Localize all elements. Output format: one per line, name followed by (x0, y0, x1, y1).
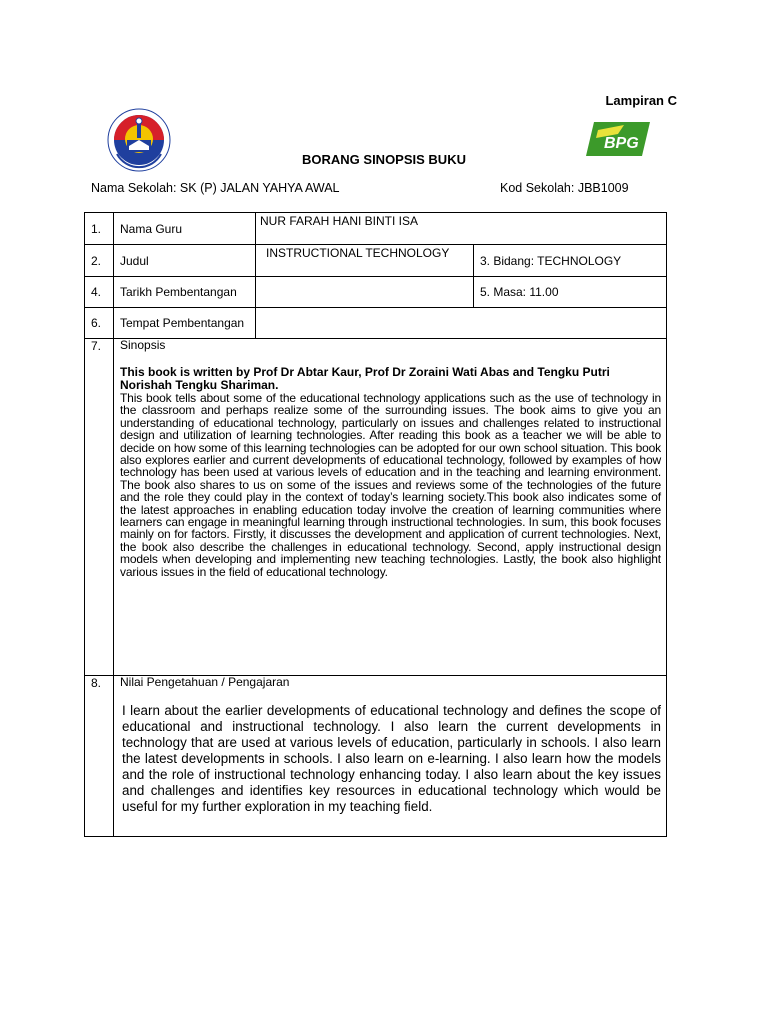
appendix-label: Lampiran C (605, 93, 677, 108)
presentation-place-value (256, 308, 667, 339)
row-number: 7. (85, 339, 114, 676)
form-title: BORANG SINOPSIS BUKU (302, 152, 466, 167)
svg-text:BPG: BPG (604, 135, 639, 152)
book-title-value: INSTRUCTIONAL TECHNOLOGY (256, 245, 474, 277)
field-label-presentation-place: Tempat Pembentangan (114, 308, 256, 339)
teacher-name-value: NUR FARAH HANI BINTI ISA (256, 213, 667, 245)
field-label-teacher-name: Nama Guru (114, 213, 256, 245)
row-number: 1. (85, 213, 114, 245)
table-row (85, 213, 667, 245)
field-label-title: Judul (114, 245, 256, 277)
table-row (85, 308, 667, 339)
table-row (85, 245, 667, 277)
school-code: Kod Sekolah: JBB1009 (500, 181, 629, 195)
field-label-presentation-date: Tarikh Pembentangan (114, 277, 256, 308)
table-row (85, 676, 667, 837)
synopsis-body: This book tells about some of the educational technology applications such as the use of technology in the classroom and perhaps realize some of the surrounding issues. The book aims to give you an understanding of educational technology, particularly on issues and challenges related to instructional design and utilization of learning technologies. After reading this book as a teacher we will be able to decide on how some of this learning technologies can be adopted for our own school situation. This book also explores earlier and current developments of educational technology, followed by examples of how technology has been used at various levels of education and in the teaching and learning environment. The book also shares to us on some of the issues and reviews some of the technologies of the future and the role they could play in the context of today’s learning society.This book also indicates some of the latest approaches in enabling education today involve the creation of learning communities where learners can engage in meaningful learning through instructional technologies. In sum, this book focuses mainly on for factors. Firstly, it discusses the development and application of current technologies. Next, the book also describe the challenges in educational technology. Second, apply instructional design models when developing and implementing new teaching technologies. Lastly, the book also highlight various issues in the field of educational technology. (120, 391, 661, 579)
synopsis-form-table (84, 212, 667, 837)
row-number: 8. (85, 676, 114, 837)
table-row (85, 339, 667, 676)
table-row (85, 277, 667, 308)
field-time: 5. Masa: 11.00 (474, 277, 667, 308)
knowledge-body: I learn about the earlier developments of educational technology and defines the scope of educational and instructional technology. I also learn the current developments in technology that are used at various levels of education, particularly in schools. I also learn the latest developments in schools. I also learn on e-learning. I also learn how the models and the role of instructional technology enhancing today. I also learn about the key issues and challenges and identifies key resources in educational technology which would be useful for my further exploration in my teaching field. (122, 703, 661, 814)
knowledge-cell (114, 676, 667, 837)
presentation-date-value (256, 277, 474, 308)
knowledge-heading: Nilai Pengetahuan / Pengajaran (120, 675, 290, 689)
row-number: 6. (85, 308, 114, 339)
synopsis-cell (114, 339, 667, 676)
row-number: 4. (85, 277, 114, 308)
row-number: 2. (85, 245, 114, 277)
synopsis-heading: Sinopsis (120, 338, 166, 352)
school-name: Nama Sekolah: SK (P) JALAN YAHYA AWAL (91, 181, 340, 195)
field-subject: 3. Bidang: TECHNOLOGY (474, 245, 667, 277)
synopsis-author-line: This book is written by Prof Dr Abtar Kaur, Prof Dr Zoraini Wati Abas and Tengku Putri Norishah Tengku Shariman. (120, 365, 610, 392)
